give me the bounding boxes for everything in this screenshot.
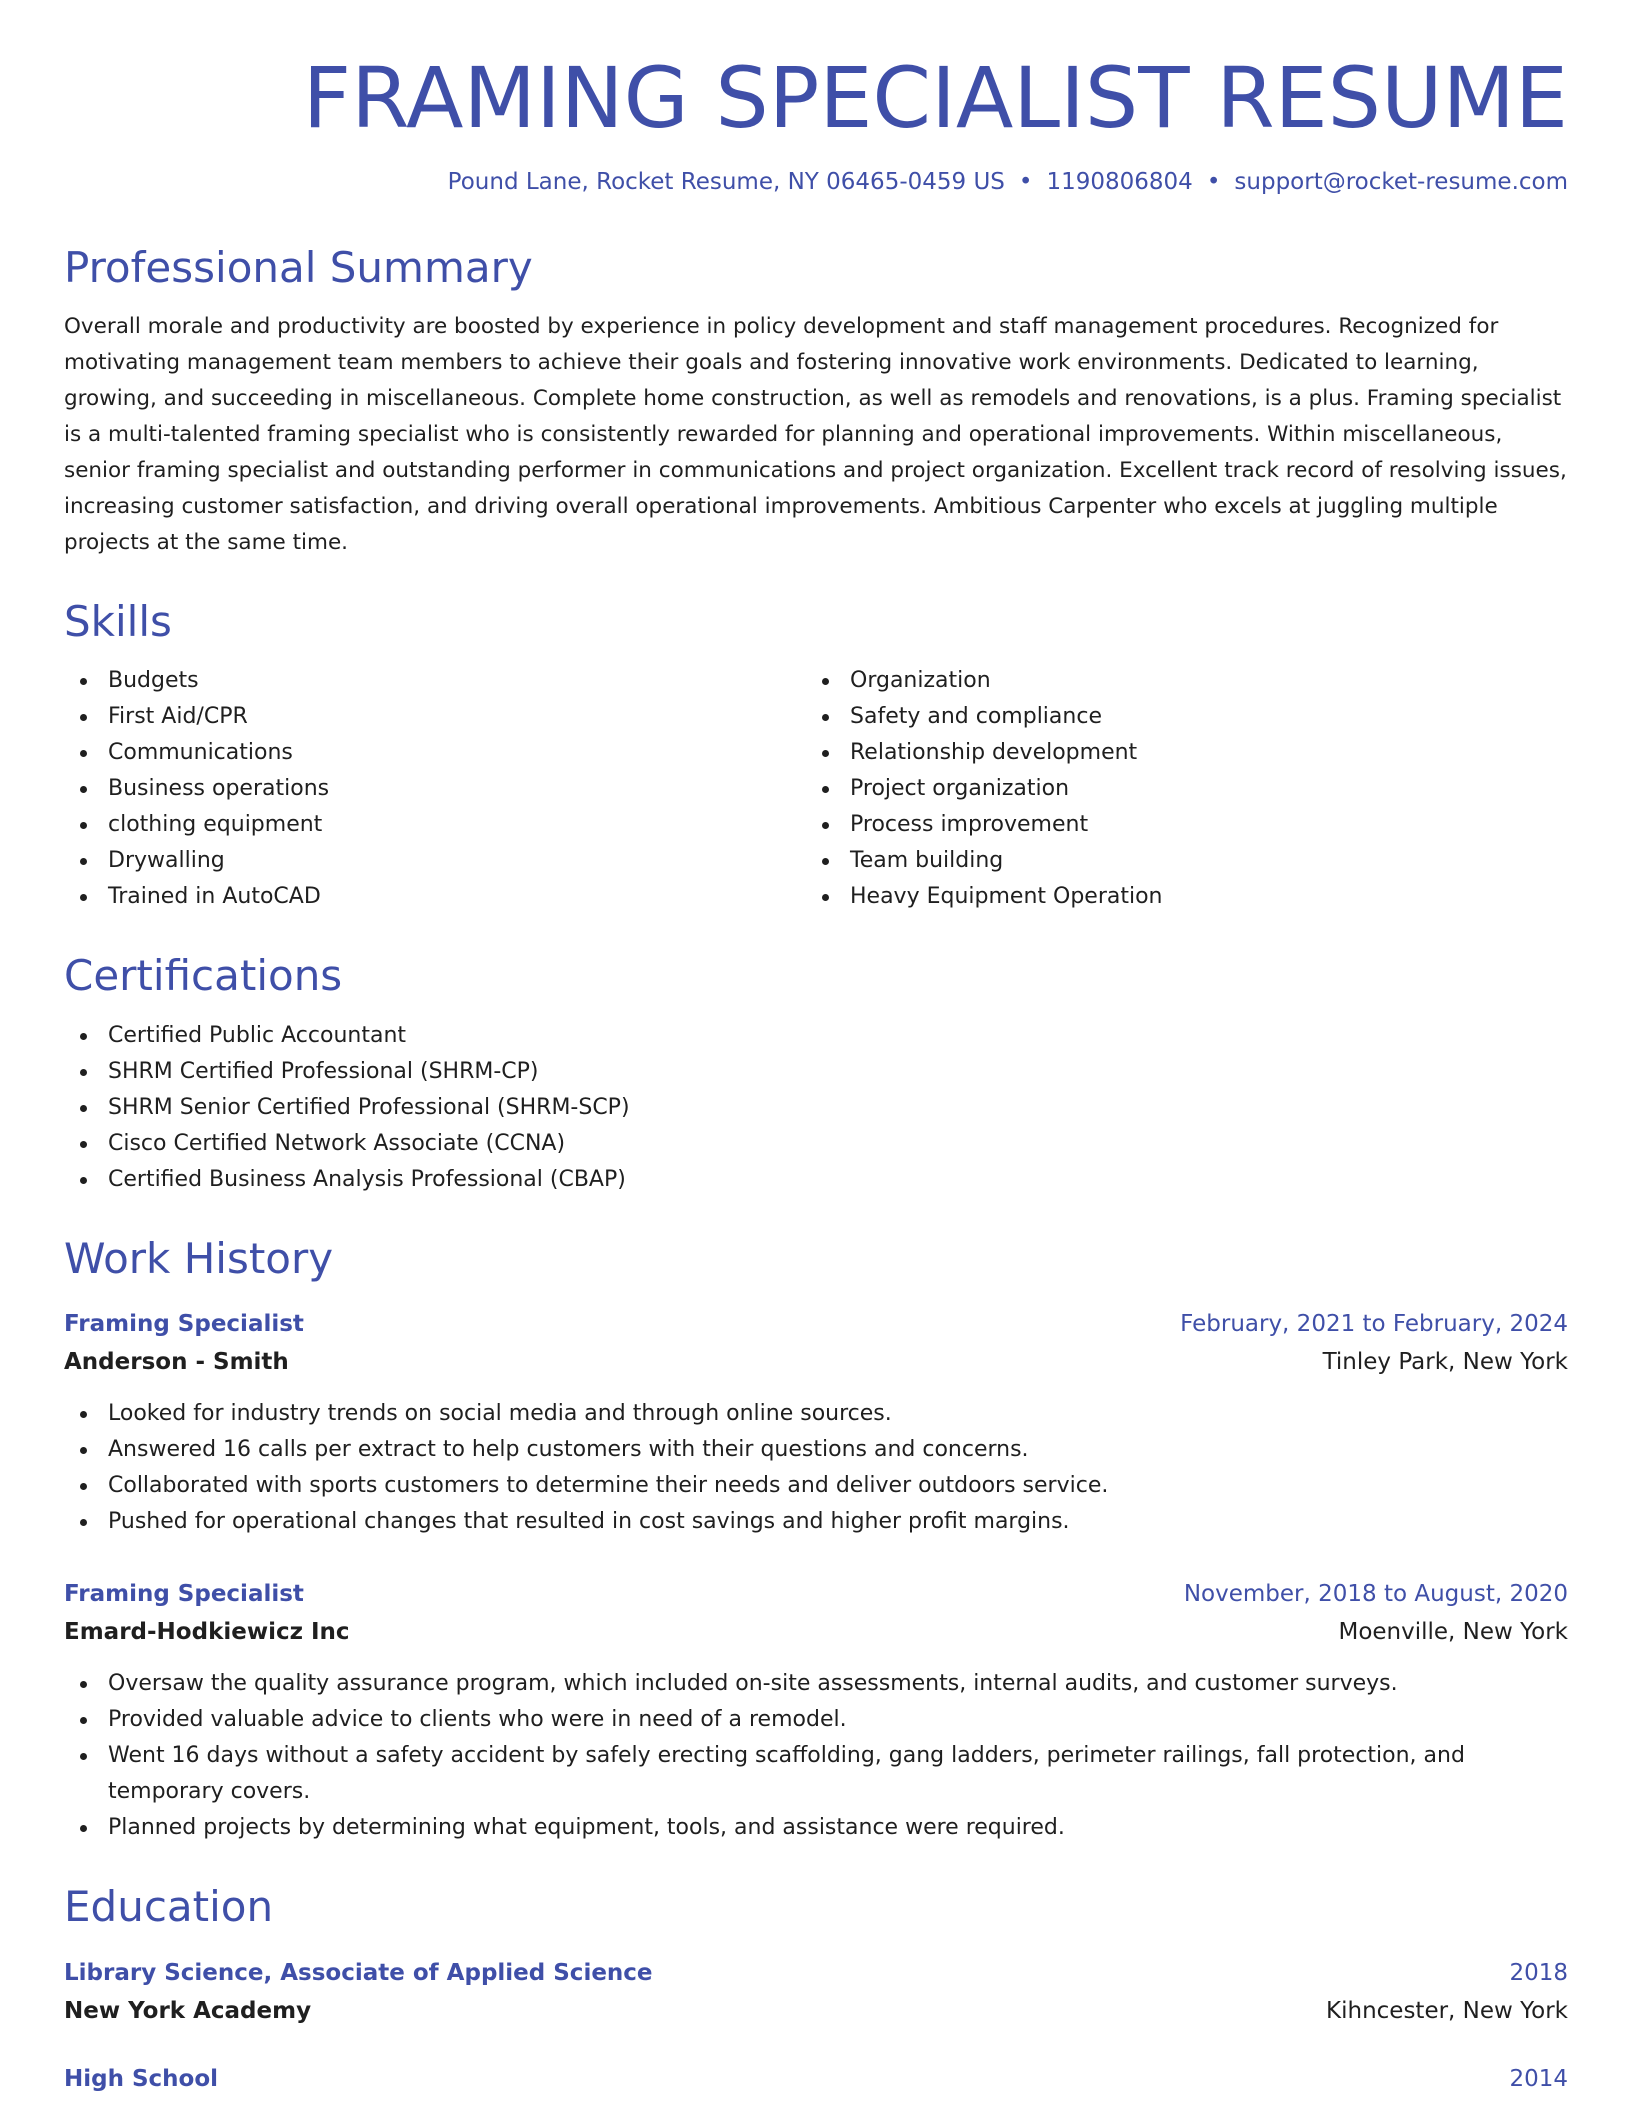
- job-company: Anderson - Smith: [64, 1349, 289, 1376]
- job-dates: February, 2021 to February, 2024: [1180, 1311, 1568, 1338]
- certification-item: Certified Business Analysis Professional (CBAP): [64, 1162, 1568, 1198]
- skill-item: Project organization: [806, 771, 1548, 807]
- education-school-row: [64, 1991, 1568, 2031]
- skill-item: Organization: [806, 663, 1548, 699]
- job-dates: November, 2018 to August, 2020: [1183, 1581, 1568, 1608]
- section-title-work-history: Work History: [64, 1233, 334, 1283]
- education-year: 2018: [1509, 1959, 1568, 1986]
- section-title-education: Education: [64, 1882, 274, 1932]
- job-company-row: [64, 1342, 1568, 1382]
- separator-dot: •: [1018, 168, 1033, 195]
- skill-item: First Aid/CPR: [64, 699, 806, 735]
- address: Pound Lane, Rocket Resume, NY 06465-0459 US: [447, 168, 1005, 195]
- skills-section: [64, 597, 1568, 915]
- certification-item: SHRM Certified Professional (SHRM-CP): [64, 1054, 1568, 1090]
- job-entry: [64, 1306, 1568, 1540]
- education-entry: [64, 1955, 1568, 2031]
- education-location: Kihncester, New York: [1326, 1997, 1568, 2024]
- job-title: Framing Specialist: [64, 1581, 304, 1608]
- education-section: [64, 1882, 1568, 2096]
- job-entry: [64, 1576, 1568, 1846]
- job-title: Framing Specialist: [64, 1311, 304, 1338]
- summary-text: Overall morale and productivity are boosted by experience in policy development and staff management procedures. Recognized for motivating management team members to achieve their goals and fostering innovative work environments. Dedicated to learning, growing, and succeeding in miscellaneous. Complete home construction, as well as remodels and renovations, is a plus. Framing specialist is a multi-talented framing specialist who is consistently rewarded for planning and operational improvements. Within miscellaneous, senior framing specialist and outstanding performer in communications and project organization. Excellent track record of resolving issues, increasing customer satisfaction, and driving overall operational improvements. Ambitious Carpenter who excels at juggling multiple projects at the same time.: [64, 313, 1567, 555]
- skill-item: Relationship development: [806, 735, 1548, 771]
- skill-item: Heavy Equipment Operation: [806, 879, 1548, 915]
- job-bullet: Collaborated with sports customers to determine their needs and deliver outdoors service.: [64, 1468, 1568, 1504]
- certification-item: Cisco Certified Network Associate (CCNA): [64, 1126, 1568, 1162]
- certifications-section: [64, 951, 1568, 1197]
- job-bullets: [64, 1666, 1568, 1846]
- job-bullet: Looked for industry trends on social media and through online sources.: [64, 1396, 1568, 1432]
- education-entry: [64, 2061, 1568, 2097]
- job-location: Moenville, New York: [1338, 1619, 1568, 1646]
- skill-item: Trained in AutoCAD: [64, 879, 806, 915]
- education-year: 2014: [1509, 2065, 1568, 2092]
- skills-list-right: [806, 663, 1548, 915]
- job-header-row: [64, 1306, 1568, 1342]
- resume-header: [64, 0, 1568, 195]
- job-bullet: Pushed for operational changes that resulted in cost savings and higher profit margins.: [64, 1504, 1568, 1540]
- email-link[interactable]: support@rocket-resume.com: [1234, 168, 1568, 195]
- skill-item: Process improvement: [806, 807, 1548, 843]
- skill-item: Drywalling: [64, 843, 806, 879]
- education-degree: High School: [64, 2065, 219, 2092]
- job-bullet: Answered 16 calls per extract to help customers with their questions and concerns.: [64, 1432, 1568, 1468]
- work-history-section: [64, 1234, 1568, 1846]
- skill-item: Business operations: [64, 771, 806, 807]
- contact-line: [64, 169, 1568, 195]
- education-header-row: [64, 2061, 1568, 2097]
- separator-dot: •: [1206, 168, 1221, 195]
- education-header-row: [64, 1955, 1568, 1991]
- phone: 1190806804: [1046, 168, 1193, 195]
- section-title-certifications: Certifications: [64, 951, 343, 1001]
- skills-columns: [64, 663, 1568, 915]
- job-bullet: Oversaw the quality assurance program, which included on-site assessments, internal audits, and customer surveys.: [64, 1666, 1568, 1702]
- skill-item: Budgets: [64, 663, 806, 699]
- skill-item: Team building: [806, 843, 1548, 879]
- job-location: Tinley Park, New York: [1322, 1349, 1568, 1376]
- section-title-summary: Professional Summary: [64, 242, 533, 292]
- job-bullet: Planned projects by determining what equipment, tools, and assistance were required.: [64, 1810, 1568, 1846]
- skill-item: Communications: [64, 735, 806, 771]
- job-bullet: Provided valuable advice to clients who were in need of a remodel.: [64, 1702, 1568, 1738]
- certification-item: Certified Public Accountant: [64, 1018, 1568, 1054]
- education-degree: Library Science, Associate of Applied Science: [64, 1959, 653, 1986]
- job-header-row: [64, 1576, 1568, 1612]
- summary-section: [64, 243, 1568, 561]
- education-school: New York Academy: [64, 1997, 312, 2024]
- certifications-list: [64, 1018, 1568, 1198]
- skill-item: clothing equipment: [64, 807, 806, 843]
- job-bullet: Went 16 days without a safety accident by safely erecting scaffolding, gang ladders, perimeter railings, fall protection, and temporary covers.: [64, 1738, 1568, 1810]
- resume-title: FRAMING SPECIALIST RESUME: [302, 49, 1568, 147]
- skill-item: Safety and compliance: [806, 699, 1548, 735]
- job-company-row: [64, 1612, 1568, 1652]
- section-title-skills: Skills: [64, 596, 172, 646]
- certification-item: SHRM Senior Certified Professional (SHRM-SCP): [64, 1090, 1568, 1126]
- job-company: Emard-Hodkiewicz Inc: [64, 1619, 350, 1646]
- skills-list-left: [64, 663, 806, 915]
- job-bullets: [64, 1396, 1568, 1540]
